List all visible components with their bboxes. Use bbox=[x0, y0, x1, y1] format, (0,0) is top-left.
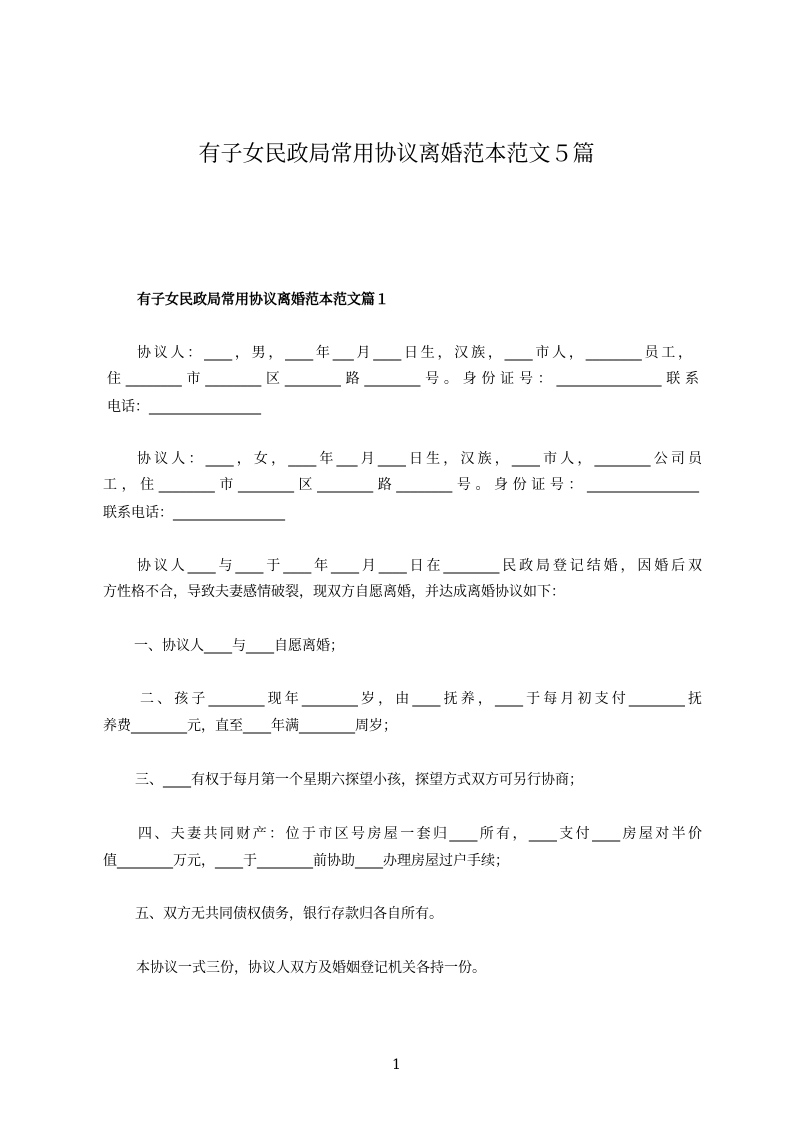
section-heading: 有子女民政局常用协议离婚范本范文篇１ bbox=[137, 292, 389, 308]
paragraph-line: 协议人：____，男，____年___月____日生，汉族，____市人，________员工， bbox=[137, 345, 692, 361]
paragraph-line: 住________市________区________路________号。身份证号：_______________联系 bbox=[107, 371, 699, 387]
paragraph-line: 四、夫妻共同财产：位于市区号房屋一套归____所有，____支付____房屋对半价 bbox=[138, 826, 702, 842]
paragraph-line: 一、协议人____与____自愿离婚； bbox=[134, 638, 344, 654]
document-title: 有子女民政局常用协议离婚范本范文５篇 bbox=[198, 142, 595, 167]
paragraph-line: 协议人：____，女，____年___月____日生，汉族，____市人，________公司员 bbox=[137, 451, 702, 467]
paragraph-line: 电话：________________ bbox=[107, 399, 261, 415]
paragraph-line: 值________万元，____于________前协助____办理房屋过户手续； bbox=[103, 853, 509, 869]
paragraph-line: 工，住________市________区________路________号。身份证号：________________ bbox=[103, 477, 699, 493]
paragraph-line: 协议人____与____于____年____月____日在________民政局登记结婚，因婚后双 bbox=[137, 558, 702, 574]
paragraph-line: 二、孩子________现年________岁，由____抚养，____于每月初支付________抚 bbox=[140, 691, 702, 707]
paragraph-line: 方性格不合，导致夫妻感情破裂，现双方自愿离婚，并达成离婚协议如下： bbox=[103, 584, 565, 600]
page-number: 1 bbox=[392, 1057, 401, 1073]
paragraph-line: 联系电话：________________ bbox=[103, 505, 285, 521]
paragraph-line: 养费________元，直至____年满________周岁； bbox=[103, 718, 397, 734]
paragraph-line: 三、____有权于每月第一个星期六探望小孩，探望方式双方可另行协商； bbox=[135, 772, 583, 788]
paragraph-line: 本协议一式三份，协议人双方及婚姻登记机关各持一份。 bbox=[136, 960, 486, 976]
paragraph-line: 五、双方无共同债权债务，银行存款归各自所有。 bbox=[135, 906, 443, 922]
